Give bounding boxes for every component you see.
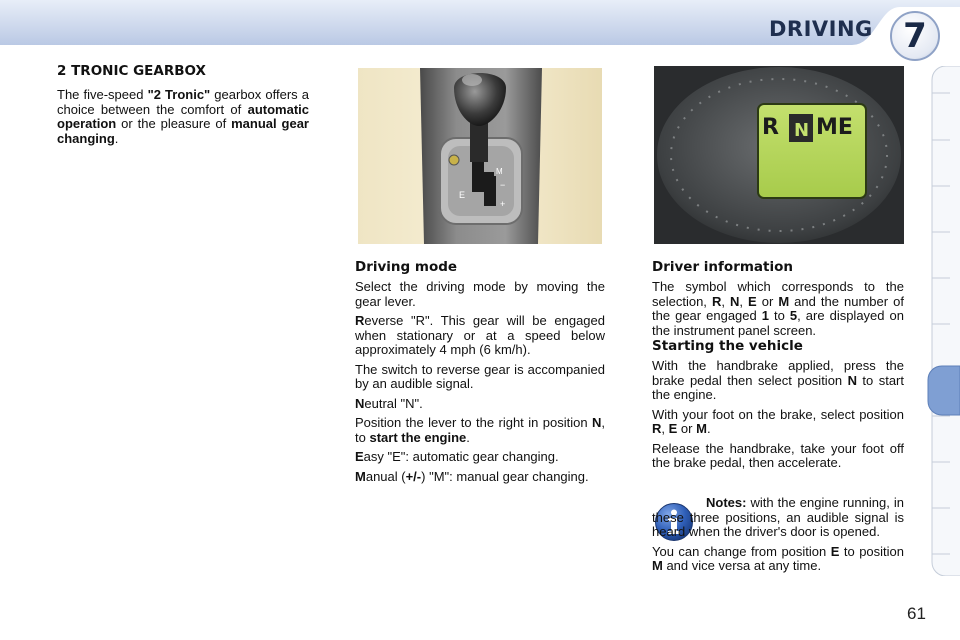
driver-information-title: Driver information bbox=[652, 259, 793, 275]
lever-symbol-plus: + bbox=[500, 199, 506, 209]
display-letter-r: R bbox=[762, 115, 779, 140]
bold-text: M bbox=[652, 558, 663, 573]
driving-mode-para-neutral: Neutral "N". bbox=[355, 395, 423, 411]
driving-mode-body bbox=[355, 280, 605, 489]
gear-lever-photo bbox=[358, 68, 602, 244]
bold-text: E bbox=[668, 421, 678, 436]
driving-mode-para-reverse-signal: The switch to reverse gear is accompanied by an audible signal. bbox=[355, 361, 605, 391]
gearbox-intro bbox=[57, 88, 309, 146]
instrument-display-photo bbox=[654, 66, 904, 244]
starting-vehicle-para-1: With the handbrake applied, press the brake pedal then select position N to start the engine. bbox=[652, 358, 904, 402]
bold-text: +/- bbox=[405, 468, 422, 484]
lever-letter-m: M bbox=[496, 167, 503, 176]
driving-mode-para-manual: Manual (+/-) "M": manual gear changing. bbox=[355, 468, 589, 484]
bold-text: start the engine bbox=[369, 429, 467, 445]
bold-text: E bbox=[830, 543, 840, 559]
starting-vehicle-para-3: Release the handbrake, take your foot off the brake pedal, then accelerate. bbox=[652, 440, 904, 470]
bold-text: N bbox=[591, 415, 602, 430]
driving-mode-para-reverse: Reverse "R". This gear will be engaged when stationary or at a speed below approximately 4 mph (6 km/h). bbox=[355, 313, 605, 357]
driving-mode-para-start: Position the lever to the right in position N, to start the engine. bbox=[355, 415, 605, 445]
bold-text: 1 bbox=[761, 308, 770, 323]
bold-text: R bbox=[711, 293, 722, 309]
bold-text: N bbox=[729, 293, 740, 309]
bold-text: M bbox=[696, 421, 707, 436]
driver-information-para: The symbol which corresponds to the selection, R, N, E or M and the number of the gear engaged 1 to 5, are displayed on the instrument panel screen. bbox=[652, 279, 904, 338]
driving-mode-para-easy: Easy "E": automatic gear changing. bbox=[355, 449, 559, 464]
lever-symbol-minus: − bbox=[500, 180, 506, 190]
bold-text: N bbox=[847, 372, 857, 388]
driver-information-body bbox=[652, 280, 904, 343]
gear-lever-illustration bbox=[358, 68, 602, 244]
bold-text: E bbox=[355, 449, 364, 464]
bold-text: R bbox=[652, 421, 662, 436]
starting-vehicle-body bbox=[652, 359, 904, 476]
notes-para-1: Notes: with the engine running, in these three positions, an audible signal is heard when the driver's door is opened. bbox=[652, 495, 904, 539]
chapter-number-badge: 7 bbox=[890, 11, 940, 61]
gearbox-intro-text: The five-speed "2 Tronic" gearbox offers a choice between the comfort of automatic operation or the pleasure of manual gear changing. bbox=[57, 87, 309, 146]
driving-mode-para-1: Select the driving mode by moving the gear lever. bbox=[355, 279, 605, 309]
bold-text: M bbox=[355, 468, 366, 484]
bold-text: "2 Tronic" bbox=[147, 87, 211, 102]
bold-text: automatic operation bbox=[57, 101, 309, 131]
page-number: 61 bbox=[907, 604, 926, 623]
bold-text: R bbox=[355, 313, 365, 328]
chapter-title: DRIVING bbox=[769, 17, 873, 41]
instrument-display-illustration bbox=[654, 66, 904, 244]
bold-text: 5 bbox=[789, 308, 798, 323]
driving-mode-title: Driving mode bbox=[355, 259, 458, 275]
display-letter-n: N bbox=[794, 120, 810, 141]
display-letters-me: ME bbox=[816, 115, 853, 140]
bold-text: E bbox=[748, 293, 757, 309]
notes-body bbox=[652, 496, 904, 579]
bold-text: M bbox=[778, 293, 790, 309]
bold-text: Notes: bbox=[706, 495, 747, 510]
bold-text: manual gear changing bbox=[57, 116, 309, 146]
notes-para-2: You can change from position E to position M and vice versa at any time. bbox=[652, 543, 905, 573]
starting-vehicle-title: Starting the vehicle bbox=[652, 338, 803, 354]
starting-vehicle-para-2: With your foot on the brake, select position R, E or M. bbox=[652, 406, 904, 436]
gearbox-title: 2 TRONIC GEARBOX bbox=[57, 63, 206, 79]
chapter-tabs bbox=[926, 66, 960, 576]
lever-letter-e: E bbox=[459, 190, 466, 200]
bold-text: N bbox=[355, 395, 365, 411]
